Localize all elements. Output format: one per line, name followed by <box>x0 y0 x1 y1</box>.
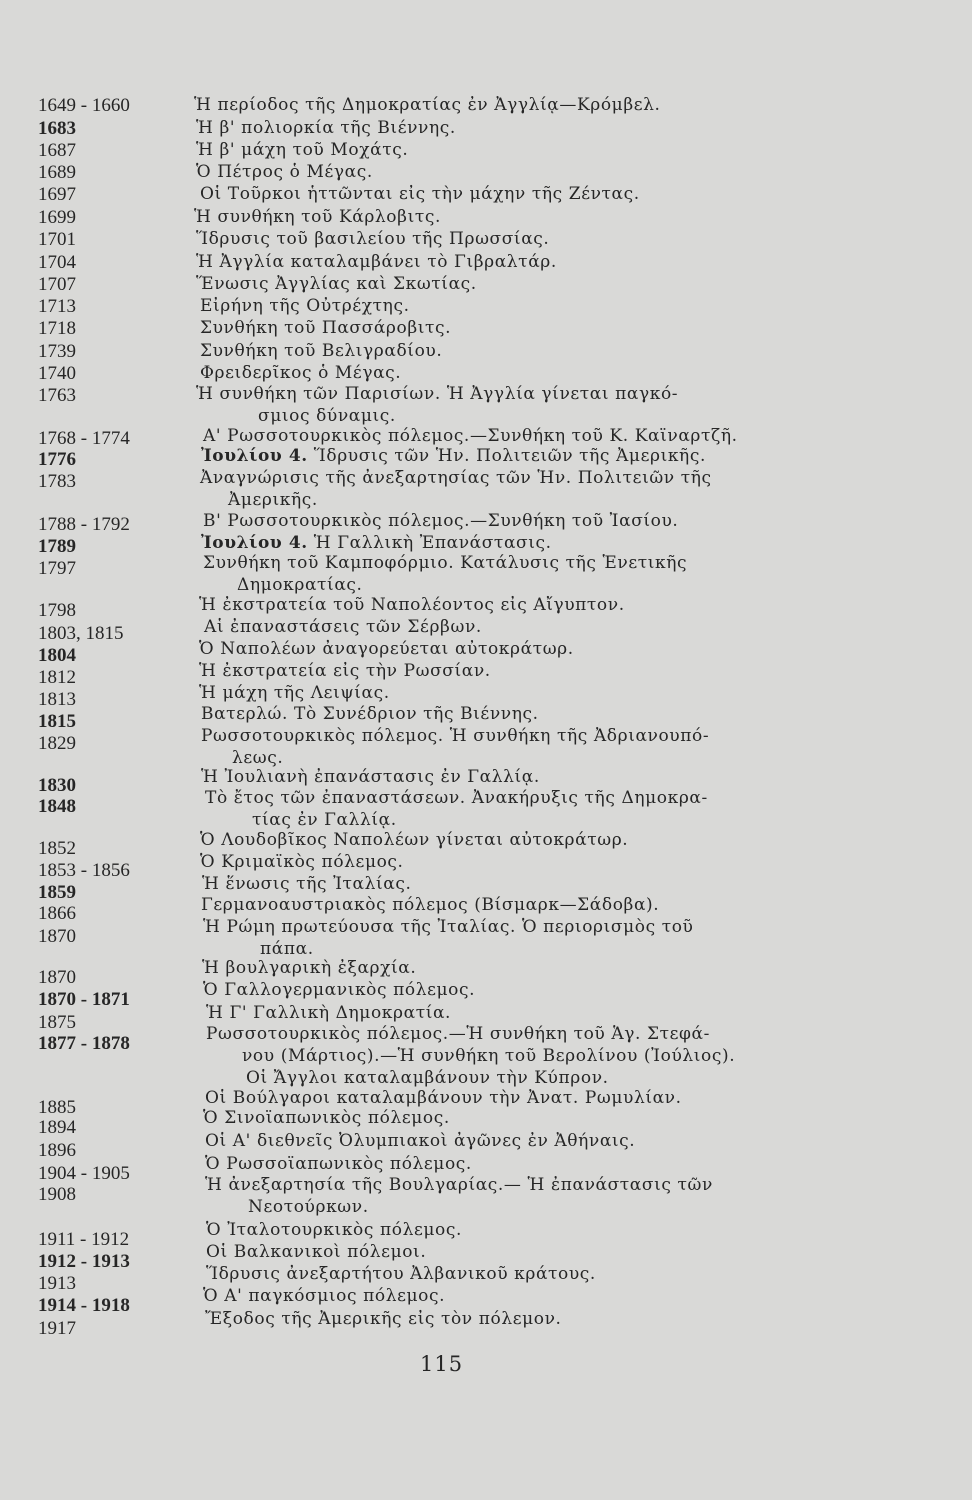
entry-event: Ἕνωσις Ἀγγλίας καὶ Σκωτίας. <box>196 274 477 294</box>
entry-event-continuation: πάπα. <box>260 939 314 959</box>
entry-event-continuation: Δημοκρατίας. <box>237 575 363 595</box>
entry-event: Φρειδερῖκος ὁ Μέγας. <box>200 363 402 383</box>
entry-year: 1763 <box>38 385 76 406</box>
entry-year: 1829 <box>38 733 76 754</box>
entry-event: Ἡ Ρώμη πρωτεύουσα τῆς Ἰταλίας. Ὁ περιορισμὸς τοῦ <box>203 917 694 937</box>
entry-event: Ἡ Ἀγγλία καταλαμβάνει τὸ Γιβραλτάρ. <box>196 252 557 272</box>
entry-year: 1853 - 1856 <box>38 860 130 881</box>
entry-event: Ὁ Κριμαϊκὸς πόλεμος. <box>200 852 404 872</box>
entry-event: Ἡ Ἰουλιανὴ ἐπανάστασις ἐν Γαλλίᾳ. <box>201 767 540 787</box>
entry-event <box>201 446 706 466</box>
entry-event: Ἡ ἕνωσις τῆς Ἰταλίας. <box>202 874 412 894</box>
entry-event-continuation: Ἀμερικῆς. <box>228 490 318 510</box>
entry-event: Οἱ Τοῦρκοι ἡττῶνται εἰς τὴν μάχην τῆς Ζέντας. <box>200 184 640 204</box>
entry-event: Ὁ Ρωσσοϊαπωνικὸς πόλεμος. <box>205 1154 472 1174</box>
entry-event: Ἡ βουλγαρικὴ ἐξαρχία. <box>202 958 417 978</box>
entry-year: 1739 <box>38 341 76 362</box>
entry-year: 1912 - 1913 <box>38 1251 130 1272</box>
entry-event: Οἱ Βαλκανικοὶ πόλεμοι. <box>206 1242 427 1262</box>
entry-year: 1877 - 1878 <box>38 1033 130 1054</box>
entry-year: 1848 <box>38 796 76 817</box>
entry-year: 1917 <box>38 1318 76 1339</box>
entry-year: 1704 <box>38 252 76 273</box>
entry-event-continuation: τίας ἐν Γαλλίᾳ. <box>252 810 397 830</box>
entry-year: 1830 <box>38 775 76 796</box>
entry-year: 1815 <box>38 711 76 732</box>
entry-year: 1911 - 1912 <box>38 1229 130 1250</box>
entry-event: Εἰρήνη τῆς Οὐτρέχτης. <box>200 296 410 316</box>
entry-year: 1896 <box>38 1140 76 1161</box>
entry-year: 1870 <box>38 967 76 988</box>
entry-year: 1866 <box>38 903 76 924</box>
entry-event: Συνθήκη τοῦ Πασσάροβιτς. <box>200 318 452 338</box>
entry-year: 1689 <box>38 162 76 183</box>
entry-year: 1803, 1815 <box>38 623 124 644</box>
entry-event: Ὁ Ἰταλοτουρκικὸς πόλεμος. <box>206 1220 463 1240</box>
entry-event: Ὁ Πέτρος ὁ Μέγας. <box>196 162 373 182</box>
entry-event <box>201 533 552 553</box>
entry-event: Ὁ Λουδοβῖκος Ναπολέων γίνεται αὐτοκράτωρ. <box>200 830 629 850</box>
entry-year: 1776 <box>38 449 76 470</box>
entry-event: Ἡ ἐκστρατεία εἰς τὴν Ρωσσίαν. <box>199 661 491 681</box>
entry-date-prefix: Ἰουλίου 4. <box>201 446 308 466</box>
entry-year: 1701 <box>38 229 76 250</box>
entry-year: 1914 - 1918 <box>38 1295 130 1316</box>
entry-year: 1687 <box>38 140 76 161</box>
entry-event: Ἡ ἐκστρατεία τοῦ Ναπολέοντος εἰς Αἴγυπτον. <box>199 595 625 615</box>
entry-event: Ἀναγνώρισις τῆς ἀνεξαρτησίας τῶν Ἡν. Πολιτειῶν τῆς <box>200 468 712 488</box>
entry-year: 1813 <box>38 689 76 710</box>
entry-year: 1875 <box>38 1012 76 1033</box>
entry-year: 1904 - 1905 <box>38 1163 130 1184</box>
entry-event-continuation: λεως. <box>232 748 284 768</box>
entry-year: 1859 <box>38 882 76 903</box>
entry-event: Β' Ρωσσοτουρκικὸς πόλεμος.—Συνθήκη τοῦ Ἰασίου. <box>203 511 679 531</box>
entry-event: Ρωσσοτουρκικὸς πόλεμος. Ἡ συνθήκη τῆς Ἀδριανουπό- <box>201 726 710 746</box>
entry-event: Γερμανοαυστριακὸς πόλεμος (Βίσμαρκ—Σάδοβα). <box>201 895 660 915</box>
entry-event: Ἵδρυσις τοῦ βασιλείου τῆς Πρωσσίας. <box>196 229 550 249</box>
entry-year: 1707 <box>38 274 76 295</box>
entry-event: Οἱ Α' διεθνεῖς Ὀλυμπιακοὶ ἀγῶνες ἐν Ἀθήναις. <box>205 1131 636 1151</box>
entry-year: 1783 <box>38 471 76 492</box>
entry-year: 1697 <box>38 184 76 205</box>
entry-event: Α' Ρωσσοτουρκικὸς πόλεμος.—Συνθήκη τοῦ Κ. Καϊναρτζῆ. <box>203 426 738 446</box>
entry-event-continuation: σμιος δύναμις. <box>258 406 396 426</box>
entry-year: 1740 <box>38 363 76 384</box>
entry-event-continuation: νου (Μάρτιος).—Ἡ συνθήκη τοῦ Βερολίνου (Ἰούλιος). <box>242 1046 736 1066</box>
entry-event-text: Ἡ Γαλλικὴ Ἐπανάστασις. <box>307 533 552 553</box>
entry-date-prefix: Ἰουλίου 4. <box>201 533 308 553</box>
entry-year: 1768 - 1774 <box>38 428 130 449</box>
entry-event: Ἡ συνθήκη τοῦ Κάρλοβιτς. <box>194 207 441 227</box>
entry-event: Ἡ περίοδος τῆς Δημοκρατίας ἐν Ἀγγλίᾳ—Κρόμβελ. <box>194 95 661 115</box>
entry-event-text: Ἵδρυσις τῶν Ἡν. Πολιτειῶν τῆς Ἀμερικῆς. <box>307 446 706 466</box>
page-number: 115 <box>420 1352 464 1376</box>
entry-year: 1870 - 1871 <box>38 989 130 1010</box>
entry-year: 1649 - 1660 <box>38 95 130 116</box>
entry-year: 1699 <box>38 207 76 228</box>
entry-event: Ἵδρυσις ἀνεξαρτήτου Ἀλβανικοῦ κράτους. <box>206 1264 596 1284</box>
entry-event: Ἡ Γ' Γαλλικὴ Δημοκρατία. <box>206 1003 452 1023</box>
entry-event: Συνθήκη τοῦ Καμποφόρμιο. Κατάλυσις τῆς Ἑνετικῆς <box>203 553 688 573</box>
entry-event: Ὁ Ναπολέων ἀναγορεύεται αὐτοκράτωρ. <box>199 639 574 659</box>
entry-event: Ρωσσοτουρκικὸς πόλεμος.—Ἡ συνθήκη τοῦ Ἁγ. Στεφά- <box>206 1024 710 1044</box>
entry-year: 1870 <box>38 926 76 947</box>
entry-year: 1894 <box>38 1117 76 1138</box>
entry-year: 1852 <box>38 838 76 859</box>
entry-event: Τὸ ἔτος τῶν ἐπαναστάσεων. Ἀνακήρυξις τῆς Δημοκρα- <box>205 788 708 808</box>
entry-event: Οἱ Βούλγαροι καταλαμβάνουν τὴν Ἀνατ. Ρωμυλίαν. <box>205 1088 682 1108</box>
entry-event: Ἡ μάχη τῆς Λειψίας. <box>199 683 390 703</box>
entry-year: 1713 <box>38 296 76 317</box>
entry-year: 1718 <box>38 318 76 339</box>
entry-year: 1797 <box>38 558 76 579</box>
entry-year: 1683 <box>38 118 76 139</box>
entry-event: Ἔξοδος τῆς Ἀμερικῆς εἰς τὸν πόλεμον. <box>205 1309 562 1329</box>
entry-event: Συνθήκη τοῦ Βελιγραδίου. <box>200 341 443 361</box>
entry-year: 1804 <box>38 645 76 666</box>
entry-event: Ἡ β' πολιορκία τῆς Βιέννης. <box>196 118 456 138</box>
entry-year: 1908 <box>38 1184 76 1205</box>
entry-event-continuation: Νεοτούρκων. <box>248 1197 369 1217</box>
entry-event-continuation: Οἱ Ἄγγλοι καταλαμβάνουν τὴν Κύπρον. <box>246 1068 609 1088</box>
entry-year: 1788 - 1792 <box>38 514 130 535</box>
entry-event: Βατερλώ. Τὸ Συνέδριον τῆς Βιέννης. <box>201 704 539 724</box>
entry-event: Ἡ ἀνεξαρτησία τῆς Βουλγαρίας.— Ἡ ἐπανάστασις τῶν <box>205 1175 713 1195</box>
entry-year: 1913 <box>38 1273 76 1294</box>
entry-event: Ἡ β' μάχη τοῦ Μοχάτς. <box>196 140 409 160</box>
entry-event: Ὁ Α' παγκόσμιος πόλεμος. <box>203 1286 446 1306</box>
entry-event: Ἡ συνθήκη τῶν Παρισίων. Ἡ Ἀγγλία γίνεται παγκό- <box>196 384 679 404</box>
entry-event: Ὁ Σινοϊαπωνικὸς πόλεμος. <box>203 1108 450 1128</box>
entry-year: 1885 <box>38 1097 76 1118</box>
entry-year: 1789 <box>38 536 76 557</box>
entry-year: 1812 <box>38 667 76 688</box>
entry-event: Ὁ Γαλλογερμανικὸς πόλεμος. <box>203 980 476 1000</box>
entry-year: 1798 <box>38 600 76 621</box>
entry-event: Αἱ ἐπαναστάσεις τῶν Σέρβων. <box>204 617 482 637</box>
